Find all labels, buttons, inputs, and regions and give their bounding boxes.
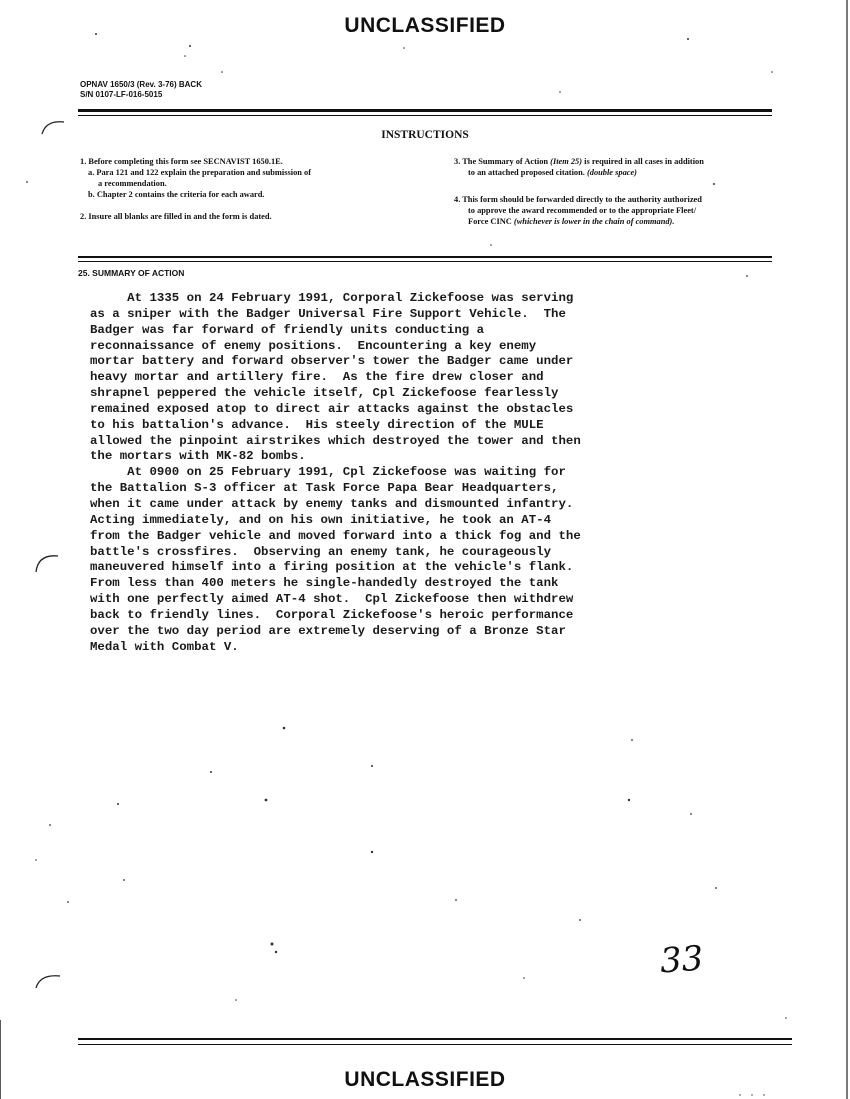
summary-line: remained exposed atop to direct air attacks against the obstacles (90, 401, 574, 416)
instruction-item-4: 4. This form should be forwarded directly to the authority authorized (454, 195, 702, 204)
instruction-item-3-cont: to an attached proposed citation. (double space) (468, 168, 637, 177)
classification-footer: UNCLASSIFIED (344, 1068, 506, 1091)
instruction-item-1a-cont: a recommendation. (98, 179, 167, 188)
summary-line: At 0900 on 25 February 1991, Cpl Zickefoose was waiting for (90, 465, 566, 480)
instruction-item-1a: a. Para 121 and 122 explain the preparation and submission of (88, 168, 311, 177)
page-number: 33 (658, 938, 705, 982)
summary-line: heavy mortar and artillery fire. As the fire drew closer and (90, 370, 544, 385)
divider-rule (78, 261, 772, 262)
divider-rule (78, 1038, 792, 1040)
summary-line: battle's crossfires. Observing an enemy tank, he courageously (90, 544, 552, 559)
summary-line: as a sniper with the Badger Universal Fire Support Vehicle. The (90, 306, 566, 321)
instruction-item-1: 1. Before completing this form see SECNAVIST 1650.1E. (80, 157, 283, 166)
stock-number: S/N 0107-LF-016-5015 (80, 90, 163, 99)
form-number: OPNAV 1650/3 (Rev. 3-76) BACK (80, 80, 202, 89)
summary-line: allowed the pinpoint airstrikes which destroyed the tower and then (90, 433, 581, 448)
summary-of-action-text (90, 291, 770, 655)
instruction-item-3: 3. The Summary of Action (Item 25) is required in all cases in addition (454, 157, 704, 166)
summary-line: At 1335 on 24 February 1991, Corporal Zickefoose was serving (90, 291, 574, 305)
summary-line: shrapnel peppered the vehicle itself, Cpl Zickefoose fearlessly (90, 386, 559, 401)
summary-line: from the Badger vehicle and moved forward into a thick fog and the (90, 528, 581, 543)
summary-line: Acting immediately, and on his own initiative, he took an AT-4 (90, 512, 552, 527)
summary-line: over the two day period are extremely deserving of a Bronze Star (90, 623, 566, 638)
divider-rule (78, 115, 772, 116)
summary-line: when it came under attack by enemy tanks and dismounted infantry. (90, 496, 574, 511)
divider-rule (78, 1044, 792, 1045)
punch-hole-mark (34, 968, 64, 990)
summary-line: maneuvered himself into a firing position at the vehicle's flank. (90, 560, 574, 575)
divider-rule (78, 256, 772, 258)
punch-hole-mark (32, 548, 62, 576)
instructions-title: INSTRUCTIONS (381, 129, 469, 141)
summary-line: the mortars with MK-82 bombs. (90, 449, 306, 464)
summary-line: Medal with Combat V. (90, 639, 239, 654)
summary-line: mortar battery and forward observer's tower the Badger came under (90, 354, 574, 369)
summary-line: back to friendly lines. Corporal Zickefoose's heroic performance (90, 607, 574, 622)
summary-line: reconnaissance of enemy positions. Encountering a key enemy (90, 338, 537, 353)
instruction-item-2: 2. Insure all blanks are filled in and the form is dated. (80, 212, 272, 221)
summary-line: to his battalion's advance. His steely direction of the MULE (90, 417, 544, 432)
summary-line: the Battalion S-3 officer at Task Force Papa Bear Headquarters, (90, 481, 559, 496)
summary-line: From less than 400 meters he single-handedly destroyed the tank (90, 576, 559, 591)
instructions-right-column (454, 156, 704, 227)
instruction-item-4-cont2: Force CINC (whichever is lower in the chain of command). (468, 217, 675, 226)
divider-rule (78, 109, 772, 112)
summary-section-label: 25. SUMMARY OF ACTION (78, 268, 185, 278)
instruction-item-1b: b. Chapter 2 contains the criteria for each award. (88, 190, 265, 199)
classification-header: UNCLASSIFIED (344, 14, 506, 37)
summary-line: Badger was far forward of friendly units conducting a (90, 322, 485, 337)
summary-line: with one perfectly aimed AT-4 shot. Cpl Zickefoose then withdrew (90, 592, 574, 607)
instructions-left-column (80, 156, 311, 222)
form-identifier (80, 80, 202, 100)
instruction-item-4-cont: to approve the award recommended or to the appropriate Fleet/ (468, 206, 697, 215)
